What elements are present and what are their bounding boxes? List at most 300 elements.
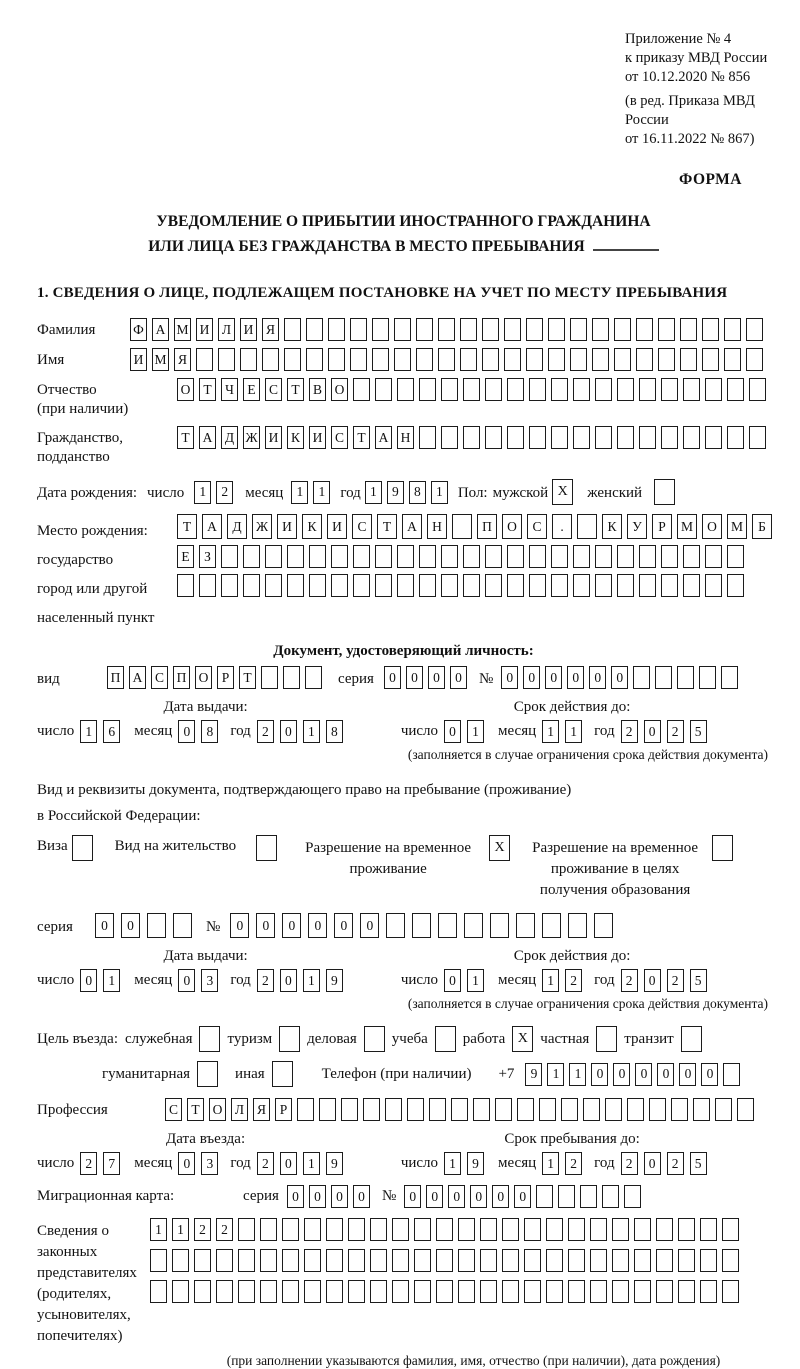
- char-cell[interactable]: [636, 348, 653, 371]
- char-cell[interactable]: Д: [221, 426, 238, 449]
- char-cell[interactable]: К: [602, 514, 622, 539]
- char-cell[interactable]: [551, 545, 568, 568]
- char-cell[interactable]: [727, 545, 744, 568]
- char-cell[interactable]: Л: [231, 1098, 248, 1121]
- char-cell[interactable]: [583, 1098, 600, 1121]
- char-cell[interactable]: [416, 348, 433, 371]
- char-cell[interactable]: 1: [303, 969, 320, 992]
- char-cell[interactable]: [331, 545, 348, 568]
- char-cell[interactable]: [348, 1218, 365, 1241]
- char-cell[interactable]: [573, 574, 590, 597]
- char-cell[interactable]: П: [107, 666, 124, 689]
- char-cell[interactable]: 0: [701, 1063, 718, 1086]
- char-cell[interactable]: [634, 1218, 651, 1241]
- char-cell[interactable]: [723, 1063, 740, 1086]
- char-cell[interactable]: 0: [256, 913, 275, 938]
- purpose-official-checkbox[interactable]: [199, 1026, 220, 1052]
- char-cell[interactable]: [558, 1185, 575, 1208]
- char-cell[interactable]: [605, 1098, 622, 1121]
- char-cell[interactable]: [700, 1218, 717, 1241]
- char-cell[interactable]: [592, 348, 609, 371]
- char-cell[interactable]: [671, 1098, 688, 1121]
- char-cell[interactable]: [649, 1098, 666, 1121]
- char-cell[interactable]: Я: [262, 318, 279, 341]
- char-cell[interactable]: [568, 913, 587, 938]
- char-cell[interactable]: 1: [172, 1218, 189, 1241]
- char-cell[interactable]: [372, 318, 389, 341]
- char-cell[interactable]: [524, 1249, 541, 1272]
- char-cell[interactable]: [529, 574, 546, 597]
- char-cell[interactable]: [507, 426, 524, 449]
- char-cell[interactable]: 0: [334, 913, 353, 938]
- char-cell[interactable]: [749, 426, 766, 449]
- char-cell[interactable]: И: [327, 514, 347, 539]
- char-cell[interactable]: 1: [467, 969, 484, 992]
- char-cell[interactable]: 0: [80, 969, 97, 992]
- char-cell[interactable]: [194, 1280, 211, 1303]
- char-cell[interactable]: [458, 1280, 475, 1303]
- char-cell[interactable]: 5: [690, 969, 707, 992]
- char-cell[interactable]: [350, 318, 367, 341]
- char-cell[interactable]: [243, 574, 260, 597]
- visa-checkbox[interactable]: [72, 835, 93, 861]
- char-cell[interactable]: [326, 1218, 343, 1241]
- char-cell[interactable]: [602, 1185, 619, 1208]
- char-cell[interactable]: [328, 318, 345, 341]
- char-cell[interactable]: [282, 1218, 299, 1241]
- char-cell[interactable]: 0: [644, 1152, 661, 1175]
- char-cell[interactable]: 0: [591, 1063, 608, 1086]
- char-cell[interactable]: [260, 1280, 277, 1303]
- char-cell[interactable]: [677, 666, 694, 689]
- char-cell[interactable]: [590, 1280, 607, 1303]
- char-cell[interactable]: [594, 913, 613, 938]
- char-cell[interactable]: [705, 574, 722, 597]
- char-cell[interactable]: [199, 574, 216, 597]
- char-cell[interactable]: [529, 426, 546, 449]
- char-cell[interactable]: И: [277, 514, 297, 539]
- char-cell[interactable]: [341, 1098, 358, 1121]
- char-cell[interactable]: [375, 378, 392, 401]
- char-cell[interactable]: [262, 348, 279, 371]
- char-cell[interactable]: 0: [657, 1063, 674, 1086]
- char-cell[interactable]: [441, 545, 458, 568]
- char-cell[interactable]: [463, 426, 480, 449]
- char-cell[interactable]: [261, 666, 278, 689]
- char-cell[interactable]: [438, 913, 457, 938]
- char-cell[interactable]: [238, 1218, 255, 1241]
- char-cell[interactable]: [480, 1249, 497, 1272]
- char-cell[interactable]: [353, 574, 370, 597]
- char-cell[interactable]: [551, 378, 568, 401]
- char-cell[interactable]: М: [727, 514, 747, 539]
- char-cell[interactable]: [350, 348, 367, 371]
- char-cell[interactable]: [375, 574, 392, 597]
- char-cell[interactable]: [297, 1098, 314, 1121]
- char-cell[interactable]: [634, 1280, 651, 1303]
- char-cell[interactable]: К: [302, 514, 322, 539]
- char-cell[interactable]: [595, 545, 612, 568]
- char-cell[interactable]: 0: [448, 1185, 465, 1208]
- char-cell[interactable]: 1: [542, 1152, 559, 1175]
- char-cell[interactable]: [573, 378, 590, 401]
- char-cell[interactable]: О: [209, 1098, 226, 1121]
- char-cell[interactable]: Д: [227, 514, 247, 539]
- char-cell[interactable]: Т: [287, 378, 304, 401]
- char-cell[interactable]: К: [287, 426, 304, 449]
- char-cell[interactable]: Т: [177, 514, 197, 539]
- char-cell[interactable]: [485, 545, 502, 568]
- char-cell[interactable]: [727, 378, 744, 401]
- char-cell[interactable]: 8: [326, 720, 343, 743]
- char-cell[interactable]: А: [375, 426, 392, 449]
- char-cell[interactable]: [746, 318, 763, 341]
- char-cell[interactable]: 5: [690, 720, 707, 743]
- char-cell[interactable]: 0: [280, 1152, 297, 1175]
- char-cell[interactable]: [480, 1218, 497, 1241]
- char-cell[interactable]: [683, 426, 700, 449]
- char-cell[interactable]: 0: [470, 1185, 487, 1208]
- char-cell[interactable]: [412, 913, 431, 938]
- char-cell[interactable]: [617, 545, 634, 568]
- char-cell[interactable]: [636, 318, 653, 341]
- char-cell[interactable]: 5: [690, 1152, 707, 1175]
- char-cell[interactable]: [542, 913, 561, 938]
- char-cell[interactable]: [243, 545, 260, 568]
- char-cell[interactable]: [727, 574, 744, 597]
- char-cell[interactable]: [524, 1218, 541, 1241]
- char-cell[interactable]: [429, 1098, 446, 1121]
- char-cell[interactable]: [700, 1280, 717, 1303]
- char-cell[interactable]: 0: [178, 1152, 195, 1175]
- purpose-private-checkbox[interactable]: [596, 1026, 617, 1052]
- char-cell[interactable]: [746, 348, 763, 371]
- char-cell[interactable]: [194, 1249, 211, 1272]
- char-cell[interactable]: [502, 1249, 519, 1272]
- char-cell[interactable]: С: [331, 426, 348, 449]
- char-cell[interactable]: О: [331, 378, 348, 401]
- char-cell[interactable]: Ф: [130, 318, 147, 341]
- char-cell[interactable]: [702, 348, 719, 371]
- purpose-tourism-checkbox[interactable]: [279, 1026, 300, 1052]
- char-cell[interactable]: [414, 1280, 431, 1303]
- char-cell[interactable]: [656, 1249, 673, 1272]
- char-cell[interactable]: [678, 1218, 695, 1241]
- char-cell[interactable]: [495, 1098, 512, 1121]
- char-cell[interactable]: [485, 426, 502, 449]
- char-cell[interactable]: [221, 574, 238, 597]
- char-cell[interactable]: [353, 378, 370, 401]
- char-cell[interactable]: В: [309, 378, 326, 401]
- char-cell[interactable]: [392, 1249, 409, 1272]
- char-cell[interactable]: И: [240, 318, 257, 341]
- char-cell[interactable]: [724, 348, 741, 371]
- char-cell[interactable]: 2: [667, 1152, 684, 1175]
- char-cell[interactable]: [661, 574, 678, 597]
- char-cell[interactable]: [595, 426, 612, 449]
- char-cell[interactable]: [306, 348, 323, 371]
- char-cell[interactable]: [661, 545, 678, 568]
- char-cell[interactable]: С: [352, 514, 372, 539]
- char-cell[interactable]: Р: [652, 514, 672, 539]
- char-cell[interactable]: [370, 1218, 387, 1241]
- char-cell[interactable]: [722, 1280, 739, 1303]
- char-cell[interactable]: 0: [353, 1185, 370, 1208]
- char-cell[interactable]: [524, 1280, 541, 1303]
- char-cell[interactable]: Ч: [221, 378, 238, 401]
- char-cell[interactable]: [627, 1098, 644, 1121]
- char-cell[interactable]: 0: [428, 666, 445, 689]
- char-cell[interactable]: М: [174, 318, 191, 341]
- char-cell[interactable]: О: [702, 514, 722, 539]
- char-cell[interactable]: [464, 913, 483, 938]
- char-cell[interactable]: [147, 913, 166, 938]
- char-cell[interactable]: П: [477, 514, 497, 539]
- char-cell[interactable]: И: [265, 426, 282, 449]
- char-cell[interactable]: И: [130, 348, 147, 371]
- char-cell[interactable]: [568, 1249, 585, 1272]
- char-cell[interactable]: [614, 348, 631, 371]
- char-cell[interactable]: [238, 1280, 255, 1303]
- char-cell[interactable]: Т: [199, 378, 216, 401]
- char-cell[interactable]: [529, 545, 546, 568]
- char-cell[interactable]: [460, 348, 477, 371]
- char-cell[interactable]: [624, 1185, 641, 1208]
- char-cell[interactable]: З: [199, 545, 216, 568]
- char-cell[interactable]: [573, 545, 590, 568]
- char-cell[interactable]: Т: [177, 426, 194, 449]
- char-cell[interactable]: [172, 1280, 189, 1303]
- char-cell[interactable]: [661, 426, 678, 449]
- char-cell[interactable]: [419, 426, 436, 449]
- char-cell[interactable]: 3: [201, 969, 218, 992]
- char-cell[interactable]: [304, 1280, 321, 1303]
- char-cell[interactable]: [370, 1280, 387, 1303]
- purpose-study-checkbox[interactable]: [435, 1026, 456, 1052]
- char-cell[interactable]: 2: [667, 720, 684, 743]
- char-cell[interactable]: 9: [326, 1152, 343, 1175]
- char-cell[interactable]: [683, 378, 700, 401]
- char-cell[interactable]: [561, 1098, 578, 1121]
- char-cell[interactable]: О: [177, 378, 194, 401]
- char-cell[interactable]: 0: [611, 666, 628, 689]
- char-cell[interactable]: [397, 545, 414, 568]
- char-cell[interactable]: [463, 545, 480, 568]
- char-cell[interactable]: С: [527, 514, 547, 539]
- char-cell[interactable]: А: [402, 514, 422, 539]
- char-cell[interactable]: Я: [253, 1098, 270, 1121]
- char-cell[interactable]: [265, 545, 282, 568]
- char-cell[interactable]: [473, 1098, 490, 1121]
- char-cell[interactable]: [548, 348, 565, 371]
- char-cell[interactable]: [348, 1249, 365, 1272]
- char-cell[interactable]: М: [677, 514, 697, 539]
- char-cell[interactable]: 6: [103, 720, 120, 743]
- char-cell[interactable]: 3: [201, 1152, 218, 1175]
- char-cell[interactable]: [436, 1218, 453, 1241]
- char-cell[interactable]: 0: [450, 666, 467, 689]
- char-cell[interactable]: А: [152, 318, 169, 341]
- char-cell[interactable]: Т: [187, 1098, 204, 1121]
- char-cell[interactable]: Р: [275, 1098, 292, 1121]
- char-cell[interactable]: [260, 1218, 277, 1241]
- char-cell[interactable]: [394, 318, 411, 341]
- char-cell[interactable]: [680, 348, 697, 371]
- char-cell[interactable]: [460, 318, 477, 341]
- char-cell[interactable]: [319, 1098, 336, 1121]
- char-cell[interactable]: Н: [427, 514, 447, 539]
- char-cell[interactable]: 2: [257, 969, 274, 992]
- char-cell[interactable]: [658, 318, 675, 341]
- char-cell[interactable]: [573, 426, 590, 449]
- char-cell[interactable]: [546, 1280, 563, 1303]
- char-cell[interactable]: [658, 348, 675, 371]
- char-cell[interactable]: [551, 574, 568, 597]
- char-cell[interactable]: 1: [565, 720, 582, 743]
- char-cell[interactable]: [570, 318, 587, 341]
- char-cell[interactable]: [614, 318, 631, 341]
- char-cell[interactable]: 1: [365, 481, 382, 504]
- char-cell[interactable]: 0: [178, 720, 195, 743]
- char-cell[interactable]: [595, 574, 612, 597]
- char-cell[interactable]: [240, 348, 257, 371]
- char-cell[interactable]: [580, 1185, 597, 1208]
- char-cell[interactable]: 1: [569, 1063, 586, 1086]
- char-cell[interactable]: С: [165, 1098, 182, 1121]
- char-cell[interactable]: 1: [194, 481, 211, 504]
- char-cell[interactable]: 2: [216, 1218, 233, 1241]
- char-cell[interactable]: 1: [313, 481, 330, 504]
- char-cell[interactable]: [458, 1249, 475, 1272]
- char-cell[interactable]: 9: [387, 481, 404, 504]
- char-cell[interactable]: [282, 1249, 299, 1272]
- char-cell[interactable]: А: [129, 666, 146, 689]
- char-cell[interactable]: О: [195, 666, 212, 689]
- char-cell[interactable]: 0: [545, 666, 562, 689]
- char-cell[interactable]: [539, 1098, 556, 1121]
- char-cell[interactable]: [517, 1098, 534, 1121]
- char-cell[interactable]: 0: [613, 1063, 630, 1086]
- char-cell[interactable]: Т: [377, 514, 397, 539]
- char-cell[interactable]: [722, 1249, 739, 1272]
- char-cell[interactable]: 2: [257, 720, 274, 743]
- char-cell[interactable]: [595, 378, 612, 401]
- char-cell[interactable]: Т: [239, 666, 256, 689]
- char-cell[interactable]: 9: [525, 1063, 542, 1086]
- char-cell[interactable]: [348, 1280, 365, 1303]
- char-cell[interactable]: А: [199, 426, 216, 449]
- char-cell[interactable]: 8: [201, 720, 218, 743]
- char-cell[interactable]: [436, 1249, 453, 1272]
- char-cell[interactable]: С: [151, 666, 168, 689]
- char-cell[interactable]: [693, 1098, 710, 1121]
- char-cell[interactable]: [639, 426, 656, 449]
- char-cell[interactable]: [680, 318, 697, 341]
- char-cell[interactable]: 7: [103, 1152, 120, 1175]
- char-cell[interactable]: 0: [406, 666, 423, 689]
- char-cell[interactable]: [548, 318, 565, 341]
- char-cell[interactable]: [612, 1280, 629, 1303]
- char-cell[interactable]: [363, 1098, 380, 1121]
- char-cell[interactable]: 0: [523, 666, 540, 689]
- char-cell[interactable]: [570, 348, 587, 371]
- char-cell[interactable]: [683, 545, 700, 568]
- char-cell[interactable]: 2: [565, 1152, 582, 1175]
- residence-permit-checkbox[interactable]: [256, 835, 277, 861]
- char-cell[interactable]: [353, 545, 370, 568]
- char-cell[interactable]: [385, 1098, 402, 1121]
- char-cell[interactable]: [414, 1218, 431, 1241]
- char-cell[interactable]: О: [502, 514, 522, 539]
- char-cell[interactable]: [656, 1218, 673, 1241]
- char-cell[interactable]: [536, 1185, 553, 1208]
- char-cell[interactable]: [699, 666, 716, 689]
- char-cell[interactable]: Ж: [252, 514, 272, 539]
- char-cell[interactable]: 9: [326, 969, 343, 992]
- char-cell[interactable]: 0: [501, 666, 518, 689]
- char-cell[interactable]: [397, 378, 414, 401]
- char-cell[interactable]: [458, 1218, 475, 1241]
- char-cell[interactable]: [282, 1280, 299, 1303]
- char-cell[interactable]: [617, 378, 634, 401]
- char-cell[interactable]: [507, 545, 524, 568]
- char-cell[interactable]: М: [152, 348, 169, 371]
- char-cell[interactable]: [678, 1249, 695, 1272]
- char-cell[interactable]: [504, 348, 521, 371]
- char-cell[interactable]: 0: [287, 1185, 304, 1208]
- char-cell[interactable]: [463, 378, 480, 401]
- char-cell[interactable]: [722, 1218, 739, 1241]
- char-cell[interactable]: 2: [621, 969, 638, 992]
- char-cell[interactable]: [304, 1218, 321, 1241]
- char-cell[interactable]: [309, 545, 326, 568]
- char-cell[interactable]: [639, 574, 656, 597]
- char-cell[interactable]: [721, 666, 738, 689]
- char-cell[interactable]: 1: [431, 481, 448, 504]
- char-cell[interactable]: [737, 1098, 754, 1121]
- char-cell[interactable]: [407, 1098, 424, 1121]
- char-cell[interactable]: [612, 1218, 629, 1241]
- char-cell[interactable]: [173, 913, 192, 938]
- char-cell[interactable]: 0: [280, 969, 297, 992]
- char-cell[interactable]: [394, 348, 411, 371]
- char-cell[interactable]: 0: [230, 913, 249, 938]
- char-cell[interactable]: 0: [567, 666, 584, 689]
- char-cell[interactable]: 0: [384, 666, 401, 689]
- char-cell[interactable]: И: [309, 426, 326, 449]
- char-cell[interactable]: [617, 426, 634, 449]
- char-cell[interactable]: [172, 1249, 189, 1272]
- char-cell[interactable]: 0: [95, 913, 114, 938]
- char-cell[interactable]: [702, 318, 719, 341]
- char-cell[interactable]: [441, 574, 458, 597]
- char-cell[interactable]: [656, 1280, 673, 1303]
- char-cell[interactable]: 2: [216, 481, 233, 504]
- char-cell[interactable]: [216, 1249, 233, 1272]
- char-cell[interactable]: [724, 318, 741, 341]
- char-cell[interactable]: Е: [243, 378, 260, 401]
- char-cell[interactable]: П: [173, 666, 190, 689]
- char-cell[interactable]: А: [202, 514, 222, 539]
- char-cell[interactable]: 0: [444, 969, 461, 992]
- char-cell[interactable]: [507, 378, 524, 401]
- temp-residence-checkbox[interactable]: X: [489, 835, 510, 861]
- char-cell[interactable]: [386, 913, 405, 938]
- char-cell[interactable]: .: [552, 514, 572, 539]
- char-cell[interactable]: 2: [194, 1218, 211, 1241]
- char-cell[interactable]: [392, 1218, 409, 1241]
- char-cell[interactable]: [482, 348, 499, 371]
